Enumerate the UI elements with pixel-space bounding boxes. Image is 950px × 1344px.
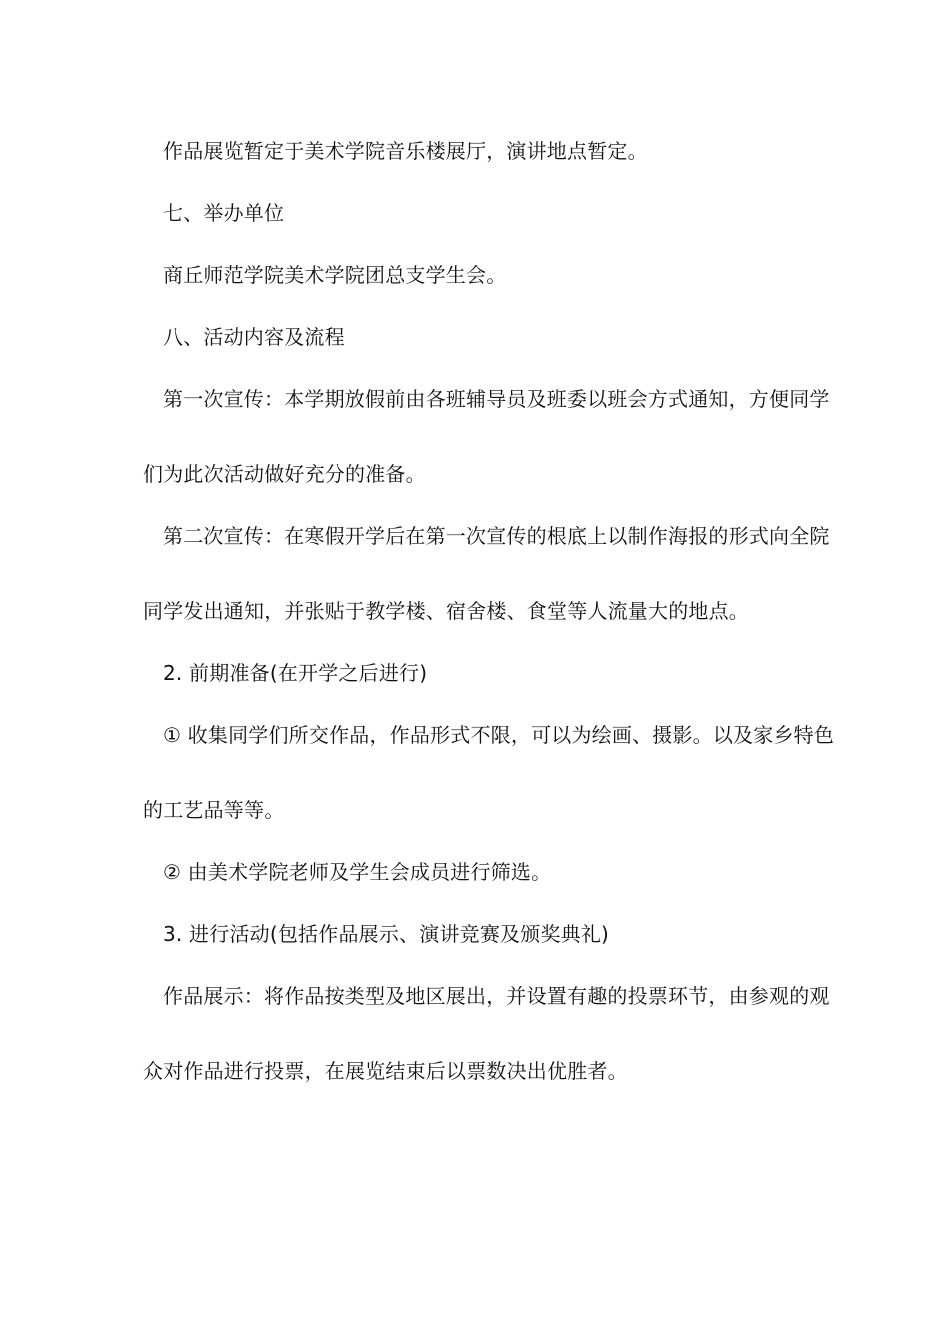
heading-conduct-activity: 3. 进行活动(包括作品展示、演讲竞赛及颁奖典礼) xyxy=(163,922,610,946)
list-item-collect-works-cont: 的工艺品等等。 xyxy=(143,798,285,822)
list-item-collect-works: ① 收集同学们所交作品，作品形式不限，可以为绘画、摄影。以及家乡特色 xyxy=(163,723,835,747)
paragraph-works-display: 作品展示：将作品按类型及地区展出，并设置有趣的投票环节，由参观的观 xyxy=(163,984,830,1008)
paragraph-works-display-cont: 众对作品进行投票，在展览结束后以票数决出优胜者。 xyxy=(143,1059,628,1083)
paragraph-second-promotion: 第二次宣传：在寒假开学后在第一次宣传的根底上以制作海报的形式向全院 xyxy=(163,524,830,548)
heading-activity-content: 八、活动内容及流程 xyxy=(163,325,345,349)
paragraph-second-promotion-cont: 同学发出通知，并张贴于教学楼、宿舍楼、食堂等人流量大的地点。 xyxy=(143,599,749,623)
paragraph-organizer: 商丘师范学院美术学院团总支学生会。 xyxy=(163,263,507,287)
list-item-screening: ② 由美术学院老师及学生会成员进行筛选。 xyxy=(163,860,552,884)
paragraph-exhibition-venue: 作品展览暂定于美术学院音乐楼展厅，演讲地点暂定。 xyxy=(163,139,648,163)
heading-preparation: 2. 前期准备(在开学之后进行) xyxy=(163,661,428,685)
paragraph-first-promotion-cont: 们为此次活动做好充分的准备。 xyxy=(143,462,426,486)
paragraph-first-promotion: 第一次宣传：本学期放假前由各班辅导员及班委以班会方式通知，方便同学 xyxy=(163,387,830,411)
heading-organizer: 七、举办单位 xyxy=(163,201,285,225)
